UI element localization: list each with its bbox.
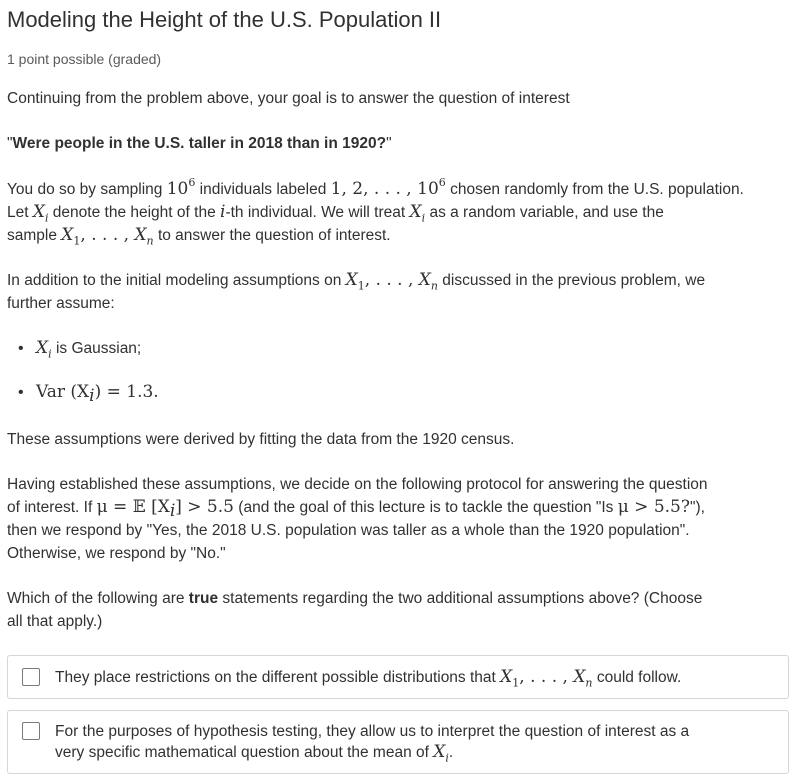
intro-text: Continuing from the problem above, your goal is to answer the question of interest: [7, 90, 570, 107]
problem-title: Modeling the Height of the U.S. Population II: [7, 7, 442, 32]
protocol-paragraph: Having established these assumptions, we decide on the following protocol for answering the question of interest. If μ = 𝔼 $[X_i] > 5.5$ (and the goal of this lecture is to tackle the question "Is μ > 5.5?"), then we respond by "Yes, the 2018 U.S. population was taller as a whole than the 1920 population". Otherwise, we respond by "No.": [7, 476, 708, 562]
sampling-paragraph: You do so by sampling $10^6$ individuals labeled 1, 2, . . . , $10^6$ chosen randomly from the U.S. population. Let $X_i$ denote the height of the i-th individual. We will treat $X_i$ as a random variable, and use the sample $X_1$, . . . , $X_n$ to answer the question of interest.: [7, 176, 744, 248]
assumptions-paragraph: In addition to the initial modeling assumptions on $X_1$, . . . , $X_n$ discussed in the previous problem, we further assume:: [7, 270, 706, 312]
bullet-gaussian: • $X_i$ is Gaussian;: [18, 337, 123, 360]
choice-1-label: They place restrictions on the different possible distributions that $X_1$, . . . , $X_n$ could follow.: [55, 667, 682, 690]
choice-1[interactable]: [7, 655, 789, 699]
question-prompt: Which of the following are true statements regarding the two additional assumptions above? (Choose all that apply.): [7, 590, 703, 630]
points-label: 1 point possible (graded): [7, 51, 162, 67]
choice-1-checkbox[interactable]: [22, 668, 40, 686]
bullet-variance: • Var $(X_i) = 1.3$.: [18, 381, 141, 404]
choice-2-label: For the purposes of hypothesis testing, they allow us to interpret the question of interest as a very specific mathematical question about the mean of $X_i$.: [55, 723, 690, 765]
choice-2[interactable]: [7, 710, 789, 774]
census-paragraph: These assumptions were derived by fitting the data from the 1920 census.: [7, 431, 515, 448]
choice-2-checkbox[interactable]: [22, 722, 40, 740]
question-of-interest: "Were people in the U.S. taller in 2018 than in 1920?": [7, 135, 392, 152]
